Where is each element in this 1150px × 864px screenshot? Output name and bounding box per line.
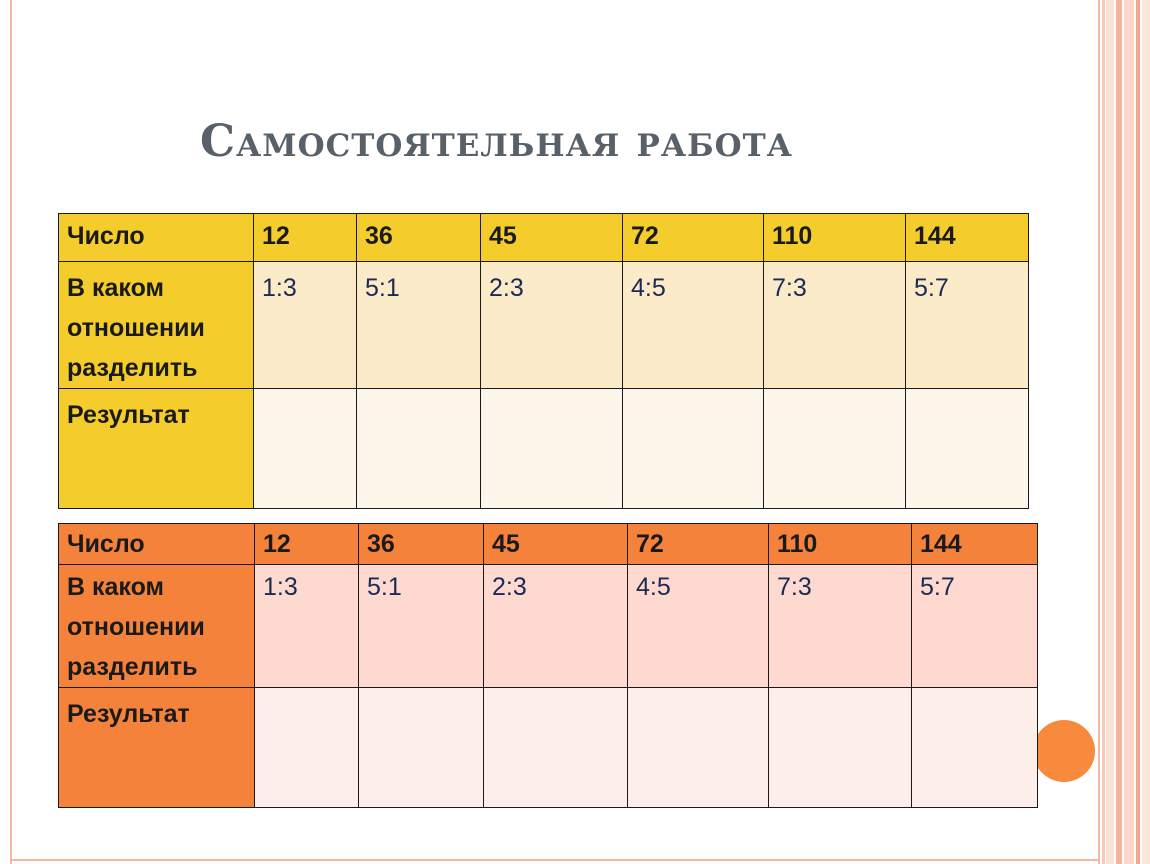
decor-stripe	[1136, 0, 1140, 864]
decor-circle	[1033, 720, 1095, 782]
decor-stripe	[1116, 0, 1122, 864]
table-header-row	[59, 214, 1029, 262]
result-row	[59, 389, 1029, 509]
ratio-row	[59, 565, 1038, 688]
ratio-cell: 5:7	[912, 565, 1038, 688]
ratio-cell: 7:3	[764, 262, 906, 389]
result-cell[interactable]	[769, 688, 912, 808]
result-cell[interactable]	[628, 688, 769, 808]
result-cell[interactable]	[481, 389, 623, 509]
header-cell: 45	[484, 524, 628, 565]
header-cell: 72	[628, 524, 769, 565]
ratio-row	[59, 262, 1029, 389]
ratio-cell: 2:3	[484, 565, 628, 688]
header-cell: Число	[59, 524, 255, 565]
exercise-table-2	[58, 523, 1038, 808]
ratio-cell: 4:5	[628, 565, 769, 688]
header-cell: 12	[254, 214, 357, 262]
header-cell: 12	[255, 524, 359, 565]
header-cell: 36	[359, 524, 484, 565]
ratio-cell: 5:1	[357, 262, 481, 389]
result-cell[interactable]	[255, 688, 359, 808]
result-cell[interactable]	[764, 389, 906, 509]
ratio-cell: 7:3	[769, 565, 912, 688]
decor-stripe	[1142, 0, 1150, 864]
header-cell: 110	[764, 214, 906, 262]
header-cell: 36	[357, 214, 481, 262]
result-cell[interactable]	[254, 389, 357, 509]
header-cell: 144	[906, 214, 1029, 262]
result-cell[interactable]	[484, 688, 628, 808]
table-header-row	[59, 524, 1038, 565]
exercise-table-1	[58, 213, 1029, 509]
header-cell: 110	[769, 524, 912, 565]
decor-stripe	[1124, 0, 1134, 864]
header-cell: Число	[59, 214, 254, 262]
ratio-cell: 5:7	[906, 262, 1029, 389]
decor-stripe	[1102, 0, 1105, 864]
ratio-row-label: В каком отношении разделить	[59, 262, 254, 389]
decor-stripe	[1106, 0, 1114, 864]
ratio-cell: 1:3	[254, 262, 357, 389]
result-row-label: Результат	[59, 688, 255, 808]
result-cell[interactable]	[906, 389, 1029, 509]
header-cell: 45	[481, 214, 623, 262]
header-cell: 72	[623, 214, 764, 262]
result-cell[interactable]	[357, 389, 481, 509]
ratio-row-label: В каком отношении разделить	[59, 565, 255, 688]
ratio-cell: 2:3	[481, 262, 623, 389]
ratio-cell: 5:1	[359, 565, 484, 688]
result-row	[59, 688, 1038, 808]
result-cell[interactable]	[912, 688, 1038, 808]
ratio-cell: 1:3	[255, 565, 359, 688]
slide-frame-bottom	[10, 859, 1100, 861]
result-row-label: Результат	[59, 389, 254, 509]
slide-title: Самостоятельная работа	[200, 116, 793, 167]
ratio-cell: 4:5	[623, 262, 764, 389]
header-cell: 144	[912, 524, 1038, 565]
result-cell[interactable]	[359, 688, 484, 808]
result-cell[interactable]	[623, 389, 764, 509]
